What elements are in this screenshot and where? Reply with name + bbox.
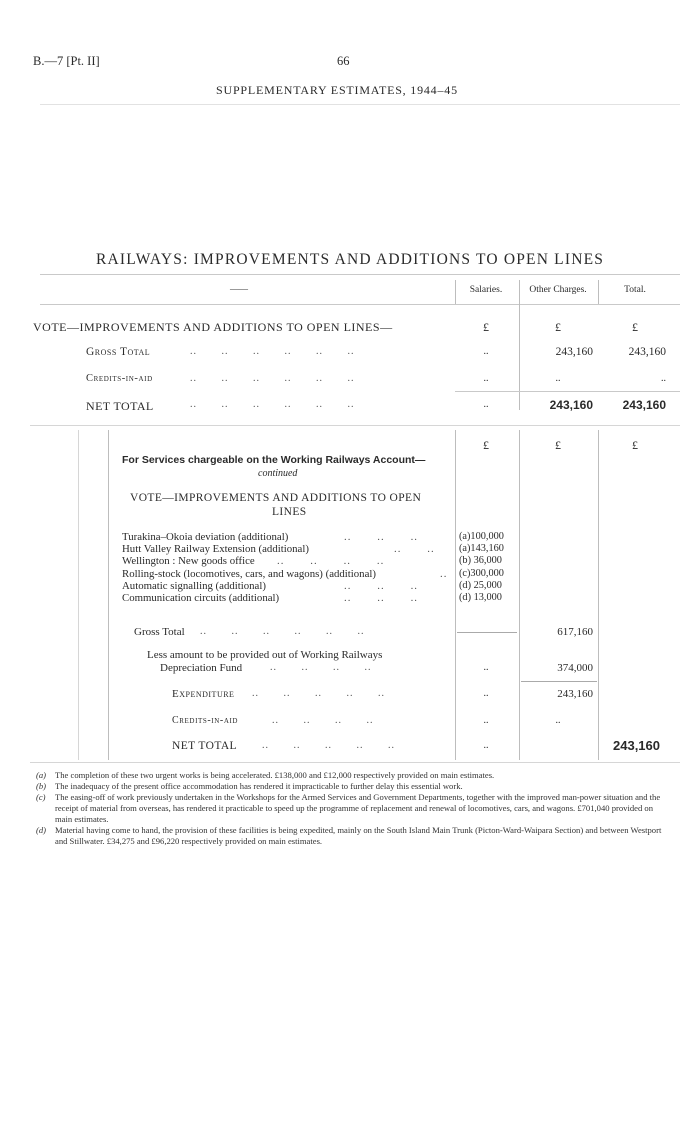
detail-section-heading: For Services chargeable on the Working Railways Account— <box>122 454 426 466</box>
summary-net-other: 243,160 <box>549 398 593 412</box>
footnote-text: The inadequacy of the present office accommodation has rendered it impracticable to further delay this essential work. <box>55 781 463 791</box>
header-rule <box>40 104 680 105</box>
detail-left-margin-rule <box>108 430 109 760</box>
list-item-amount: (d) 25,000 <box>459 579 502 591</box>
summary-net-total: 243,160 <box>622 398 666 412</box>
summary-net-total-label: NET TOTAL <box>86 399 154 413</box>
detail-credits-label: Credits-in-aid <box>172 715 239 726</box>
footnote <box>36 770 664 781</box>
page-subtitle: SUPPLEMENTARY ESTIMATES, 1944–45 <box>216 83 458 97</box>
detail-items-rule <box>457 632 517 633</box>
column-divider <box>519 430 520 760</box>
column-divider <box>598 430 599 760</box>
leader-dots: .. .. .. .. .. .. <box>200 626 365 637</box>
detail-expenditure-label: Expenditure <box>172 688 235 700</box>
leader-dots: .. .. .. .. <box>270 662 372 673</box>
list-item-amount: (c)300,000 <box>459 567 504 579</box>
summary-gross-total: 243,160 <box>628 346 666 358</box>
header-bottom-rule <box>40 304 680 305</box>
detail-less-amount: 374,000 <box>557 662 593 674</box>
column-header-salaries: Salaries. <box>469 285 503 295</box>
detail-currency-total: £ <box>632 438 638 452</box>
detail-currency-salaries: £ <box>483 438 489 452</box>
column-header-total: Total. <box>624 285 646 295</box>
table-top-rule <box>40 274 680 275</box>
footnote-mark: (c) <box>36 792 46 802</box>
desc-column-dash: —— <box>230 284 248 294</box>
footnote-text: Material having come to hand, the provision of these facilities is being expedited, mainly on the South Island Main Trunk (Picton-Ward-Waipara Section) and between Westport and Stillwater. £34,275 and £96,220 respectively provided on main estimates. <box>55 825 662 846</box>
leader-dots: .. .. .. .. <box>272 715 374 726</box>
summary-credits-total: .. <box>661 373 666 384</box>
summary-gross-other: 243,160 <box>555 346 593 358</box>
detail-less-label-line1: Less amount to be provided out of Working Railways <box>147 649 383 661</box>
detail-expenditure-amount: 243,160 <box>557 688 593 700</box>
detail-continued: continued <box>258 468 298 479</box>
detail-net-salaries: .. <box>483 740 489 751</box>
column-header-other-charges: Other Charges. <box>529 285 587 295</box>
footnotes <box>36 770 664 847</box>
list-item-amount: (a)143,160 <box>459 543 504 555</box>
summary-gross-total-label: Gross Total <box>86 346 151 358</box>
detail-expenditure-salaries: .. <box>483 688 489 699</box>
summary-net-salaries: .. <box>483 399 489 410</box>
summary-subtotal-rule <box>455 391 680 392</box>
detail-net-total-label: NET TOTAL <box>172 740 237 752</box>
leader-dots: .. .. .. .. .. .. <box>190 346 355 357</box>
list-item: Communication circuits (additional) .. .. .. <box>122 592 418 605</box>
summary-bottom-rule <box>30 425 680 426</box>
detail-less-salaries: .. <box>483 662 489 673</box>
detail-net-total: 243,160 <box>613 738 660 753</box>
detail-vote-heading-line1: VOTE—IMPROVEMENTS AND ADDITIONS TO OPEN <box>130 492 422 504</box>
summary-credits-salaries: .. <box>483 373 489 384</box>
footnote <box>36 781 664 792</box>
list-item: Hutt Valley Railway Extension (additional) .. .. <box>122 543 435 556</box>
footnote-text: The easing-off of work previously undertaken in the Workshops for the Armed Services and Government Departments, together with the improved man-power situation and the receipt of material from overseas, has rendered it practicable to speed up the programme of replacement and renewal of locomotives, cars, and wagons. £701,040 provided on main estimates. <box>55 792 661 824</box>
leader-dots: .. .. .. .. .. <box>252 688 385 699</box>
leader-dots: .. .. .. .. .. .. <box>190 373 355 384</box>
list-item: Automatic signalling (additional) .. .. .. <box>122 579 418 592</box>
footnote <box>36 825 664 847</box>
list-item: Rolling-stock (locomotives, cars, and wagons) (additional) .. <box>122 567 448 580</box>
detail-bottom-rule <box>30 762 680 763</box>
leader-dots: .. .. .. .. .. <box>262 740 395 751</box>
summary-credits-label: Credits-in-aid <box>86 373 153 384</box>
detail-left-margin-rule <box>78 430 79 760</box>
detail-vote-heading-line2: LINES <box>272 506 307 518</box>
detail-item-list <box>122 531 457 604</box>
footnote-mark: (a) <box>36 770 47 780</box>
list-item-amount: (d) 13,000 <box>459 592 502 604</box>
summary-gross-salaries: .. <box>483 346 489 357</box>
detail-gross-total-label: Gross Total <box>134 626 185 638</box>
detail-credits-salaries: .. <box>483 715 489 726</box>
footnote-mark: (d) <box>36 825 47 835</box>
detail-less-label-line2: Depreciation Fund <box>160 662 243 674</box>
list-item-amount: (b) 36,000 <box>459 555 502 567</box>
footnote-text: The completion of these two urgent works is being accelerated. £138,000 and £12,000 respectively provided on main estimates. <box>55 770 495 780</box>
summary-currency-other: £ <box>555 320 561 334</box>
list-item: Turakina–Okoia deviation (additional) .. .. .. <box>122 531 418 543</box>
column-divider <box>598 280 599 304</box>
column-divider <box>455 280 456 304</box>
summary-credits-other: .. <box>555 373 561 384</box>
detail-gross-total: 617,160 <box>557 626 593 638</box>
page-title: RAILWAYS: IMPROVEMENTS AND ADDITIONS TO OPEN LINES <box>96 251 605 268</box>
detail-credits-other: .. <box>555 715 561 726</box>
list-item-amount: (a)100,000 <box>459 531 504 542</box>
detail-currency-other: £ <box>555 438 561 452</box>
footnote-mark: (b) <box>36 781 47 791</box>
summary-currency-total: £ <box>632 320 638 334</box>
detail-less-rule <box>521 681 597 682</box>
list-item: Wellington : New goods office .. .. .. .. <box>122 555 385 568</box>
detail-amount-list <box>459 531 517 604</box>
summary-vote-label: VOTE—IMPROVEMENTS AND ADDITIONS TO OPEN LINES— <box>33 320 393 334</box>
page-number: 66 <box>337 54 350 68</box>
summary-currency-salaries: £ <box>483 320 489 334</box>
page-ref: B.—7 [Pt. II] <box>33 54 100 68</box>
footnote <box>36 792 664 825</box>
leader-dots: .. .. .. .. .. .. <box>190 399 355 410</box>
